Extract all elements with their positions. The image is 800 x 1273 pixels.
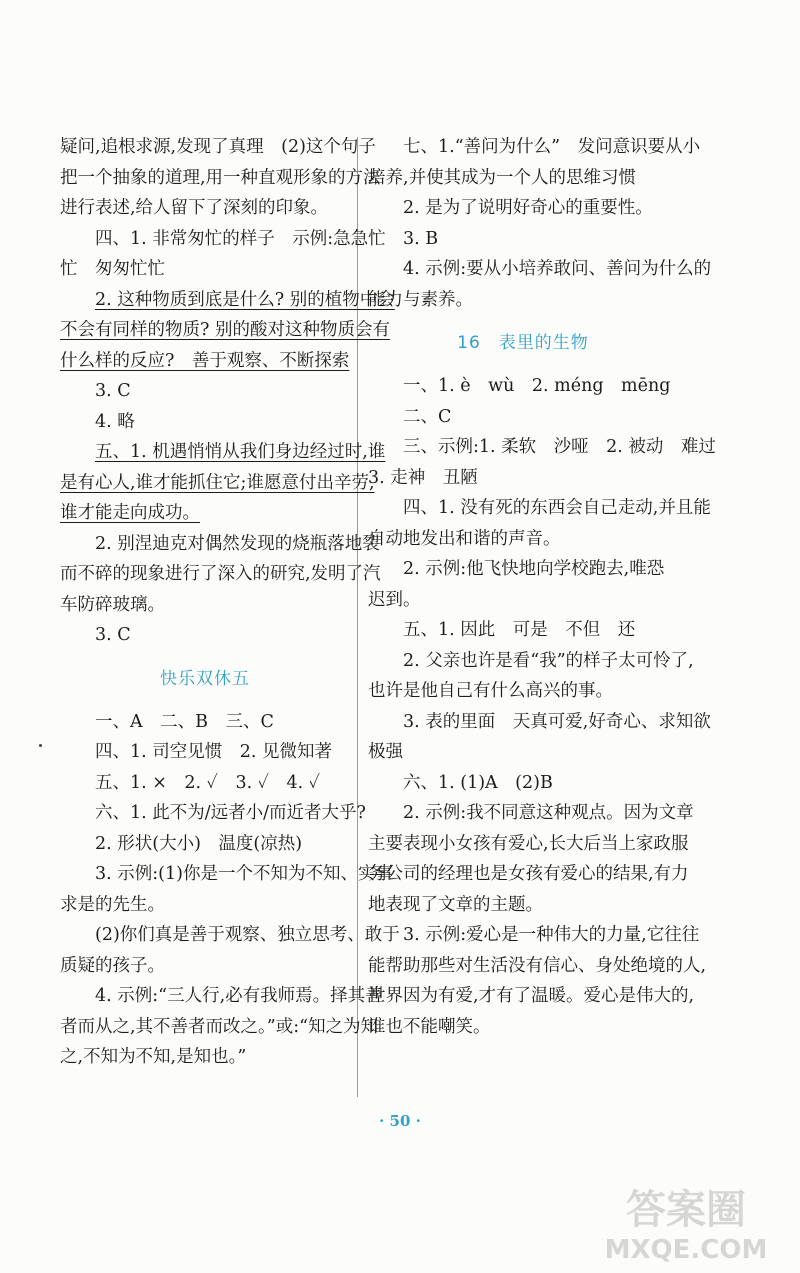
answer-text: 2. 形状(大小) 温度(凉热) xyxy=(95,833,303,854)
answer-text: 迟到。 xyxy=(368,589,421,610)
answer-text: 什么样的反应? 善于观察、不断探索 xyxy=(60,350,350,371)
answer-text: 3. 表的里面 天真可爱,好奇心、求知欲 xyxy=(403,711,711,732)
answer-line xyxy=(60,498,350,529)
answer-line xyxy=(60,859,393,890)
answer-line xyxy=(60,951,350,982)
answer-text: 四、1. 非常匆忙的样子 示例:急急忙 xyxy=(95,228,386,249)
answer-line xyxy=(60,437,386,468)
answer-text: 五、1. × 2. ✓ 3. ✓ 4. ✓ xyxy=(95,772,321,793)
answer-line xyxy=(368,163,678,194)
answer-line xyxy=(60,559,381,590)
answer-line xyxy=(368,493,711,524)
answer-text: 六、1. 此不为/远者小/而近者大乎? xyxy=(95,803,366,823)
answer-text: 极强 xyxy=(368,742,403,762)
answer-line xyxy=(368,737,678,768)
answer-line xyxy=(368,1012,678,1043)
answer-line xyxy=(60,590,350,621)
answer-line xyxy=(60,768,350,799)
print-speck xyxy=(39,744,42,747)
answer-line xyxy=(368,402,678,433)
answer-text: 二、C xyxy=(403,406,452,427)
right-answers-part-2 xyxy=(368,371,716,1042)
answer-text: 3. 示例:(1)你是一个不知为不知、实事 xyxy=(95,864,393,884)
answer-text: 一、1. è wù 2. méng mēng xyxy=(403,376,671,396)
answer-line xyxy=(368,920,700,951)
answer-line xyxy=(60,620,350,651)
answer-text: 三、示例:1. 柔软 沙哑 2. 被动 难过 xyxy=(403,437,716,457)
answer-line xyxy=(60,193,350,224)
answer-text: 能帮助那些对生活没有信心、身处绝境的人, xyxy=(368,955,707,976)
answer-line xyxy=(60,707,350,738)
answer-text: 七、1.“善问为什么” 发问意识要从小 xyxy=(403,137,701,157)
answer-text: 不会有同样的物质? 别的酸对这种物质会有 xyxy=(60,320,390,340)
answer-line xyxy=(60,132,376,163)
answer-line xyxy=(368,798,694,829)
answer-text: 求是的先生。 xyxy=(60,894,165,915)
answer-line xyxy=(368,676,678,707)
answer-line xyxy=(368,829,689,860)
answer-text: (2)你们真是善于观察、独立思考、敢于 xyxy=(95,925,400,945)
answer-line xyxy=(60,981,383,1012)
section-title-lesson-16: 16 表里的生物 xyxy=(457,333,589,353)
answer-line xyxy=(60,254,350,285)
answer-text: 3. 示例:爱心是一种伟大的力量,它往往 xyxy=(403,925,700,945)
answer-line xyxy=(368,132,701,163)
answer-text: 能力与素养。 xyxy=(368,289,473,310)
answer-text: 4. 略 xyxy=(95,411,135,432)
answer-line xyxy=(368,981,695,1012)
answer-text: 车防碎玻璃。 xyxy=(60,594,165,615)
answer-line xyxy=(60,285,395,316)
answer-line xyxy=(60,407,350,438)
answer-text: 四、1. 没有死的东西会自己走动,并且能 xyxy=(403,498,711,518)
section-title-happy-weekend: 快乐双休五 xyxy=(160,668,250,689)
answer-text: 把一个抽象的道理,用一种直观形象的方法 xyxy=(60,167,381,188)
answer-line xyxy=(368,224,678,255)
watermark-text-bottom: MXQE.COM xyxy=(604,1235,768,1265)
answer-text: 五、1. 机遇悄悄从我们身边经过时,谁 xyxy=(95,442,386,462)
answer-line xyxy=(60,346,350,377)
answer-line xyxy=(368,254,712,285)
answer-text: 谁也不能嘲笑。 xyxy=(368,1016,491,1037)
answer-text: 之,不知为不知,是知也。” xyxy=(60,1047,247,1067)
watermark-logo xyxy=(596,1178,776,1268)
answer-text: 疑问,追根求源,发现了真理 (2)这个句子 xyxy=(60,137,376,157)
answer-line xyxy=(60,737,350,768)
right-answers-part-1 xyxy=(368,132,712,315)
answer-line xyxy=(368,554,678,585)
answer-line xyxy=(60,798,366,829)
answer-line xyxy=(60,829,350,860)
answer-text: 3. B xyxy=(403,228,439,249)
watermark-text-top: 答案圈 xyxy=(626,1187,746,1233)
answer-line xyxy=(368,707,711,738)
answer-line xyxy=(60,468,375,499)
answer-text: 3. 走神 丑陋 xyxy=(368,467,478,488)
answer-line xyxy=(368,524,678,555)
answer-line xyxy=(368,371,678,402)
answer-line xyxy=(60,224,386,255)
column-divider xyxy=(357,137,358,1097)
answer-text: 4. 示例:要从小培养敢问、善问为什么的 xyxy=(403,259,712,279)
answer-line xyxy=(60,890,350,921)
answer-text: 世界因为有爱,才有了温暖。爱心是伟大的, xyxy=(368,986,695,1006)
answer-text: 2. 这种物质到底是什么? 别的植物中会 xyxy=(95,289,395,310)
answer-text: 者而从之,其不善者而改之。”或:“知之为知 xyxy=(60,1016,379,1037)
answer-text: 3. C xyxy=(95,625,131,645)
answer-text: 务公司的经理也是女孩有爱心的结果,有力 xyxy=(368,864,689,884)
answer-text: 2. 别涅迪克对偶然发现的烧瓶落地裂 xyxy=(95,533,380,554)
answer-line xyxy=(60,315,390,346)
answer-line xyxy=(60,920,400,951)
answer-text: 2. 示例:他飞快地向学校跑去,唯恐 xyxy=(403,559,665,579)
answer-line xyxy=(60,1012,379,1043)
answer-text: 主要表现小女孩有爱心,长大后当上家政服 xyxy=(368,833,689,854)
answer-line xyxy=(60,529,380,560)
answer-text: 而不碎的现象进行了深入的研究,发明了汽 xyxy=(60,564,381,584)
answer-text: 4. 示例:“三人行,必有我师焉。择其善 xyxy=(95,986,383,1006)
answer-line xyxy=(368,859,689,890)
answer-text: 进行表述,给人留下了深刻的印象。 xyxy=(60,198,329,218)
answer-line xyxy=(368,585,678,616)
right-column xyxy=(368,132,716,1042)
answer-line xyxy=(60,376,350,407)
answer-line xyxy=(368,890,678,921)
answer-line xyxy=(368,463,678,494)
answer-line xyxy=(368,951,707,982)
answer-text: 2. 父亲也许是看“我”的样子太可怜了, xyxy=(403,650,694,671)
answer-text: 一、A 二、B 三、C xyxy=(95,711,274,732)
answer-line xyxy=(60,163,381,194)
answer-line xyxy=(368,615,678,646)
answer-text: 地表现了文章的主题。 xyxy=(368,894,543,915)
answer-text: 质疑的孩子。 xyxy=(60,955,165,976)
answer-text: 谁才能走向成功。 xyxy=(60,503,200,523)
answer-line xyxy=(368,193,678,224)
answer-line xyxy=(368,285,678,316)
answer-text: 3. C xyxy=(95,381,131,401)
answer-text: 五、1. 因此 可是 不但 还 xyxy=(403,620,636,640)
answer-text: 忙 匆匆忙忙 xyxy=(60,259,165,279)
answer-text: 六、1. (1)A (2)B xyxy=(403,772,553,793)
answer-line xyxy=(368,768,678,799)
answer-line xyxy=(368,646,694,677)
answer-line xyxy=(60,1042,350,1073)
answer-text: 培养,并使其成为一个人的思维习惯 xyxy=(368,167,637,188)
answer-text: 也许是他自己有什么高兴的事。 xyxy=(368,681,613,701)
answer-line xyxy=(368,432,716,463)
answer-text: 2. 是为了说明好奇心的重要性。 xyxy=(403,198,653,218)
answer-text: 四、1. 司空见惯 2. 见微知著 xyxy=(95,742,333,762)
answer-text: 自动地发出和谐的声音。 xyxy=(368,528,561,549)
answer-text: 2. 示例:我不同意这种观点。因为文章 xyxy=(403,803,694,823)
answer-text: 是有心人,谁才能抓住它;谁愿意付出辛劳, xyxy=(60,472,375,493)
page-number: · 50 · xyxy=(379,1112,421,1130)
